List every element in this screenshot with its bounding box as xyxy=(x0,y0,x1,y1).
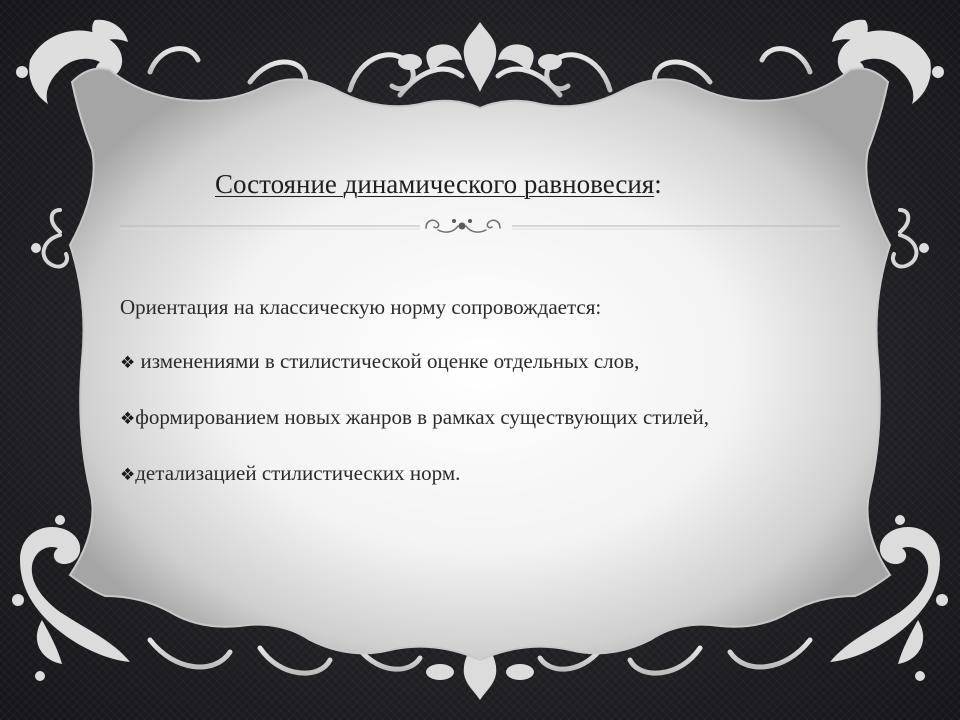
bullet-text: формированием новых жанров в рамках существующих стилей, xyxy=(135,405,709,429)
intro-paragraph: Ориентация на классическую норму сопровождается: xyxy=(120,295,602,319)
bullet-item xyxy=(120,334,810,390)
slide-title xyxy=(215,166,662,202)
diamond-bullet-icon: ❖ xyxy=(120,353,136,373)
bullet-item xyxy=(120,446,810,502)
bullet-item xyxy=(120,390,810,446)
bullet-text: детализацией стилистических норм. xyxy=(135,461,461,485)
slide-title-text: Состояние динамического равновесия xyxy=(215,169,655,199)
slide-title-colon: : xyxy=(654,169,662,199)
diamond-bullet-icon: ❖ xyxy=(120,465,136,485)
flourish-divider-icon xyxy=(120,214,840,242)
slide-body xyxy=(120,280,810,502)
bullet-text: изменениями в стилистической оценке отдельных слов, xyxy=(135,349,640,373)
diamond-bullet-icon: ❖ xyxy=(120,409,136,429)
